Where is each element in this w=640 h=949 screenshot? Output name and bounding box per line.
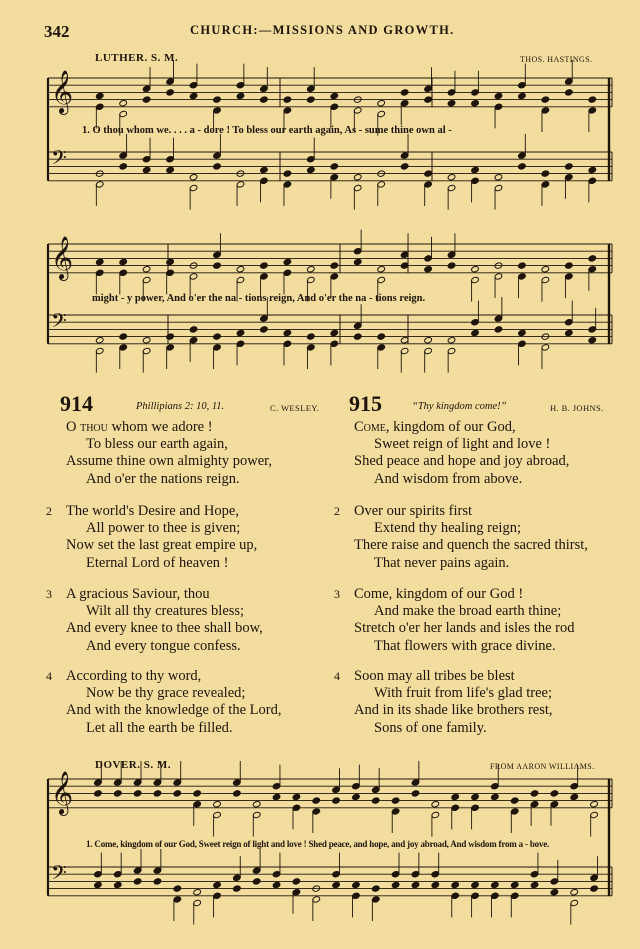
note-head — [213, 881, 222, 888]
stanza-line: That never pains again. — [374, 554, 510, 571]
stanza-number: 2 — [46, 504, 52, 518]
note-head — [119, 100, 128, 107]
stanza-line: Assume thine own almighty power, — [66, 453, 273, 470]
note-head — [193, 889, 202, 896]
note-head — [451, 881, 460, 888]
stanza-line: Eternal Lord of heaven ! — [86, 554, 229, 571]
stanza-number: 2 — [334, 504, 340, 518]
note-head — [332, 797, 341, 804]
note-head — [236, 92, 245, 99]
note-head — [530, 881, 539, 888]
note-head — [471, 100, 480, 107]
note-head — [400, 163, 409, 170]
note-head — [411, 881, 420, 888]
note-head — [233, 885, 242, 892]
note-head — [252, 878, 261, 885]
stanza-914-3 — [46, 586, 263, 655]
note-head — [400, 89, 409, 96]
note-head — [189, 174, 198, 181]
stanza-line: And in its shade like brothers rest, — [354, 702, 553, 719]
note-head — [173, 885, 182, 892]
stanza-line: Sweet reign of light and love ! — [374, 436, 551, 453]
note-head — [491, 793, 500, 800]
note-head — [260, 262, 269, 269]
note-head — [494, 92, 503, 99]
note-head — [260, 326, 269, 333]
stanza-line: Now set the last great empire up, — [66, 537, 258, 554]
note-head — [471, 881, 480, 888]
stanza-915-3 — [334, 586, 575, 655]
treble-clef-icon: 𝄞 — [51, 234, 74, 279]
tune-name-luther: LUTHER. S. M. — [95, 52, 179, 64]
note-head — [550, 889, 559, 896]
note-head — [510, 881, 519, 888]
note-head — [431, 801, 440, 808]
stanza-914-2 — [46, 503, 258, 572]
stanza-line: With fruit from life's glad tree; — [374, 685, 552, 702]
note-head — [213, 163, 222, 170]
note-head — [166, 333, 175, 340]
note-head — [447, 174, 456, 181]
stanza-line: And every knee to thee shall bow, — [66, 620, 263, 637]
note-head — [588, 337, 597, 344]
note-head — [213, 96, 222, 103]
stanza-number: 3 — [46, 587, 52, 601]
note-head — [518, 163, 527, 170]
note-head — [570, 889, 579, 896]
stanza-line: And every tongue confess. — [86, 637, 241, 654]
note-head — [272, 793, 281, 800]
stanza-number: 4 — [334, 669, 340, 683]
note-head — [142, 337, 151, 344]
note-head — [95, 92, 104, 99]
note-head — [283, 258, 292, 265]
note-head — [119, 258, 128, 265]
note-head — [431, 881, 440, 888]
page-number: 342 — [44, 22, 70, 41]
note-head — [391, 881, 400, 888]
note-head — [283, 329, 292, 336]
stanza-line: And o'er the nations reign. — [86, 470, 240, 487]
note-head — [332, 881, 341, 888]
note-head — [166, 89, 175, 96]
note-head — [352, 793, 361, 800]
note-head — [353, 258, 362, 265]
stanza-line: The world's Desire and Hope, — [66, 503, 239, 519]
note-head — [447, 337, 456, 344]
note-head — [565, 262, 574, 269]
stanza-914-4 — [46, 668, 282, 737]
stanza-line: kingdom of our God, — [393, 419, 516, 435]
note-head — [312, 797, 321, 804]
tune-name-dover: DOVER. S. M. — [95, 759, 171, 771]
author-915: H. B. JOHNS. — [550, 403, 604, 413]
note-head — [588, 166, 597, 173]
scripture-915: “Thy kingdom come!” — [412, 401, 507, 412]
composer-dover: FROM AARON WILLIAMS. — [490, 762, 595, 771]
note-head — [153, 878, 162, 885]
note-head — [213, 801, 222, 808]
note-head — [518, 329, 527, 336]
note-head — [307, 166, 316, 173]
note-head — [518, 262, 527, 269]
author-914: C. WESLEY. — [270, 403, 320, 413]
note-head — [133, 790, 142, 797]
stanza-line: And wisdom from above. — [374, 470, 523, 487]
note-head — [330, 92, 339, 99]
scripture-914: Phillipians 2: 10, 11. — [136, 401, 225, 412]
note-head — [119, 333, 128, 340]
note-head — [471, 266, 480, 273]
treble-clef-icon: 𝄞 — [51, 769, 74, 814]
note-head — [233, 790, 242, 797]
note-head — [590, 885, 599, 892]
note-head — [541, 266, 550, 273]
note-head — [236, 266, 245, 273]
note-head — [451, 793, 460, 800]
composer-luther: THOS. HASTINGS. — [520, 55, 593, 64]
note-head — [292, 878, 301, 885]
note-head — [307, 266, 316, 273]
running-title: CHURCH:—MISSIONS AND GROWTH. — [190, 23, 455, 37]
note-head — [590, 801, 599, 808]
stanza-line: To bless our earth again, — [86, 436, 228, 453]
note-head — [330, 163, 339, 170]
note-head — [193, 790, 202, 797]
stanza-first-word: O thou — [66, 419, 108, 435]
note-head — [283, 170, 292, 177]
stanza-line: Let all the earth be filled. — [86, 719, 233, 736]
note-head — [213, 262, 222, 269]
note-head — [352, 881, 361, 888]
note-head — [213, 333, 222, 340]
note-head — [153, 790, 162, 797]
note-head — [588, 255, 597, 262]
note-head — [565, 329, 574, 336]
note-head — [173, 790, 182, 797]
stanza-number: 4 — [46, 669, 52, 683]
stanza-line: Stretch o'er her lands and isles the rod — [354, 620, 575, 637]
stanza-line: That flowers with grace divine. — [374, 637, 556, 654]
note-head — [272, 881, 281, 888]
note-head — [424, 337, 433, 344]
note-head — [447, 262, 456, 269]
note-head — [424, 266, 433, 273]
hymn-number-915: 915 — [349, 391, 382, 416]
note-head — [494, 326, 503, 333]
note-head — [424, 96, 433, 103]
stanza-line: Wilt all thy creatures bless; — [86, 603, 245, 620]
note-head — [371, 797, 380, 804]
note-head — [113, 881, 122, 888]
note-head — [166, 166, 175, 173]
note-head — [518, 92, 527, 99]
note-head — [491, 881, 500, 888]
stanza-line: Now be thy grace revealed; — [86, 685, 246, 702]
stanza-line: Sons of one family. — [374, 719, 487, 736]
note-head — [330, 262, 339, 269]
lyric-luther-line-2: might - y power, And o'er the na - tions reign, And o'er the na - tions reign. — [92, 293, 426, 304]
stanza-first-word: Come, — [354, 419, 390, 435]
note-head — [353, 174, 362, 181]
note-head — [377, 333, 386, 340]
note-head — [411, 790, 420, 797]
note-head — [292, 793, 301, 800]
note-head — [142, 266, 151, 273]
stanza-line: Soon may all tribes be blest — [354, 668, 515, 684]
stanza-line: Extend thy healing reign; — [374, 520, 521, 537]
note-head — [236, 329, 245, 336]
stanza-line: whom we adore ! — [111, 419, 213, 435]
note-head — [330, 329, 339, 336]
note-head — [424, 170, 433, 177]
note-head — [353, 333, 362, 340]
stanza-914-1 — [66, 419, 272, 488]
note-head — [447, 100, 456, 107]
bass-clef-icon: 𝄢 — [51, 145, 67, 175]
note-head — [95, 337, 104, 344]
stanza-line: Come, kingdom of our God ! — [354, 586, 524, 602]
note-head — [541, 96, 550, 103]
stanza-number: 3 — [334, 587, 340, 601]
stanza-line: A gracious Saviour, thou — [66, 586, 210, 602]
note-head — [530, 790, 539, 797]
note-head — [189, 92, 198, 99]
note-head — [550, 790, 559, 797]
note-head — [189, 326, 198, 333]
stanza-line: All power to thee is given; — [86, 520, 241, 537]
note-head — [471, 793, 480, 800]
note-head — [371, 885, 380, 892]
note-head — [377, 100, 386, 107]
note-head — [119, 163, 128, 170]
stanza-915-2 — [334, 503, 588, 572]
note-head — [142, 166, 151, 173]
stanza-915-1 — [354, 419, 569, 488]
note-head — [541, 170, 550, 177]
note-head — [252, 801, 261, 808]
note-head — [166, 258, 175, 265]
note-head — [307, 96, 316, 103]
stanza-line: Shed peace and hope and joy abroad, — [354, 453, 570, 470]
note-head — [307, 333, 316, 340]
note-head — [94, 881, 103, 888]
note-head — [565, 89, 574, 96]
note-head — [391, 797, 400, 804]
note-head — [510, 797, 519, 804]
hymn-number-914: 914 — [60, 391, 93, 416]
note-head — [570, 793, 579, 800]
stanza-915-4 — [334, 668, 553, 737]
lyric-dover-line-1: 1. Come, kingdom of our God, Sweet reign of light and love ! Shed peace, and hope, and joy abroad, And wisdom from a - bove. — [86, 839, 550, 849]
bass-clef-icon: 𝄢 — [51, 860, 67, 890]
note-head — [260, 96, 269, 103]
stanza-line: There raise and quench the sacred thirst, — [354, 537, 588, 554]
note-head — [494, 174, 503, 181]
note-head — [588, 96, 597, 103]
stanza-line: And make the broad earth thine; — [374, 603, 562, 620]
note-head — [142, 96, 151, 103]
note-head — [565, 163, 574, 170]
note-head — [113, 790, 122, 797]
note-head — [133, 878, 142, 885]
stanza-line: According to thy word, — [66, 668, 202, 684]
note-head — [283, 96, 292, 103]
stanza-line: Over our spirits first — [354, 503, 472, 519]
bass-clef-icon: 𝄢 — [51, 308, 67, 338]
note-head — [95, 258, 104, 265]
stanza-line: And with the knowledge of the Lord, — [66, 702, 282, 719]
lyric-luther-line-1: 1. O thou whom we. . . . a - dore ! To bless our earth again, As - sume thine own al - — [82, 125, 452, 136]
note-head — [471, 166, 480, 173]
note-head — [377, 266, 386, 273]
note-head — [260, 166, 269, 173]
note-head — [94, 790, 103, 797]
treble-clef-icon: 𝄞 — [51, 68, 74, 113]
note-head — [471, 329, 480, 336]
